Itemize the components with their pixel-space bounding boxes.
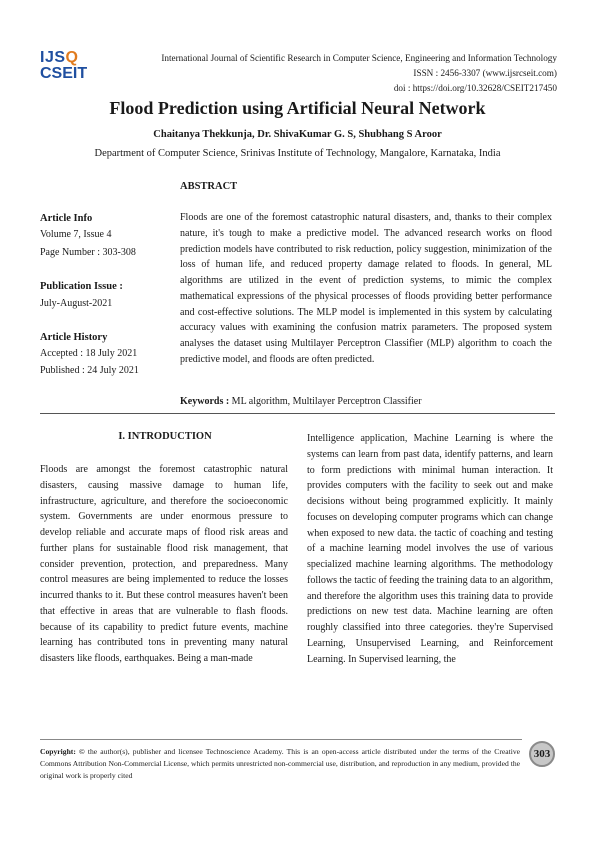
logo-text-bottom: CSEIT xyxy=(40,65,88,82)
logo-text-top: IJSQ xyxy=(40,49,79,66)
paper-authors: Chaitanya Thekkunja, Dr. ShivaKumar G. S, Shubhang S Aroor xyxy=(153,129,442,140)
article-history-heading: Article History xyxy=(40,332,108,343)
paper-title: Flood Prediction using Artificial Neural Network xyxy=(109,98,486,118)
publication-issue-heading: Publication Issue : xyxy=(40,281,123,292)
section-heading: I. INTRODUCTION xyxy=(118,431,212,442)
page-number-badge: 303 xyxy=(529,741,555,767)
publication-issue: July-August-2021 xyxy=(40,298,113,309)
footer-divider xyxy=(40,739,522,740)
article-volume: Volume 7, Issue 4 xyxy=(40,229,112,240)
copyright-label: Copyright: © xyxy=(40,747,85,756)
journal-logo xyxy=(40,50,102,92)
published-date: Published : 24 July 2021 xyxy=(40,365,139,376)
article-pages: Page Number : 303-308 xyxy=(40,247,136,258)
body-column-left: Floods are amongst the foremost catastrophic natural disasters, causing massive damage to human life, infrastructure, agriculture, and therefore the socioeconomic system. Governments are under enormous pressure to develop reliable and accurate maps of flood risk areas and further plans for sustainable flood risk management, that consider prevention, protection, and preparedness. Many control measures are being implemented to reduce the losses incurred thanks to it. But these control measures haven't been that effective in areas that are vulnerable to flash floods. because of its capability to predict future events, machine learning has contributed tons in preventing many natural disasters like floods, earthquakes. Being a man-made xyxy=(40,464,288,664)
divider xyxy=(40,413,555,414)
journal-name: International Journal of Scientific Research in Computer Science, Engineering and Information Technology xyxy=(161,53,557,63)
keywords-label: Keywords : xyxy=(180,396,230,407)
journal-issn: ISSN : 2456-3307 (www.ijsrcseit.com) xyxy=(413,68,557,78)
body-column-right: Intelligence application, Machine Learning is where the systems can learn from past data, identify patterns, and learn to form predictions with minimal human interaction. It provides computers with the facility to seek out and make decisions without being programmed explicitly. It mainly focuses on developing computer programs which can change when exposed to new data. the tactic of coaching and testing of a machine learning model involves the use of various specialized machine learning algorithms. The methodology follows the tactic of feeding the training data to an algorithm, and therefore the algorithm uses this training data to provide predictions on new test data. Machine learning are often roughly classified into three categories. they're Supervised Learning, Unsupervised Learning, and Reinforcement Learning. In Supervised learning, the xyxy=(307,433,553,665)
article-info-heading: Article Info xyxy=(40,213,93,224)
paper-affiliation: Department of Computer Science, Srinivas Institute of Technology, Mangalore, Karnataka, India xyxy=(94,148,501,159)
copyright-text: the author(s), publisher and licensee Technoscience Academy. This is an open-access article distributed under the terms of the Creative Commons Attribution Non-Commercial License, which permits unrestricted non-commercial use, distribution, and reproduction in any medium, provided the original work is properly cited xyxy=(40,747,521,780)
abstract-heading: ABSTRACT xyxy=(180,181,238,192)
keywords-text: ML algorithm, Multilayer Perceptron Classifier xyxy=(229,396,422,407)
accepted-date: Accepted : 18 July 2021 xyxy=(40,348,138,359)
abstract-text: Floods are one of the foremost catastrophic natural disasters, and, thanks to their complex nature, it's tough to make a predictive model. The advanced research works on flood prediction models have contributed to risk reduction, policy suggestion, minimization of the loss of human life, and reduced property damage related to floods. In general, ML algorithms are utilized in the event of prediction systems, to mimic the complex mathematical expressions of the physical processes of floods providing better performance and cost-effective solutions. The MLP model is implemented in this system by calculating accuracy values with examining the confusion matrix parameters. The proposed system analyses the dataset using Multilayer Perceptron Classifier (MLP) algorithm to coach the predictive model, and floods are often predicted. xyxy=(180,212,552,365)
copyright-notice xyxy=(40,746,520,782)
keywords xyxy=(180,396,422,407)
journal-doi[interactable]: doi : https://doi.org/10.32628/CSEIT217450 xyxy=(393,83,557,93)
logo-accent-letter: Q xyxy=(65,49,79,66)
